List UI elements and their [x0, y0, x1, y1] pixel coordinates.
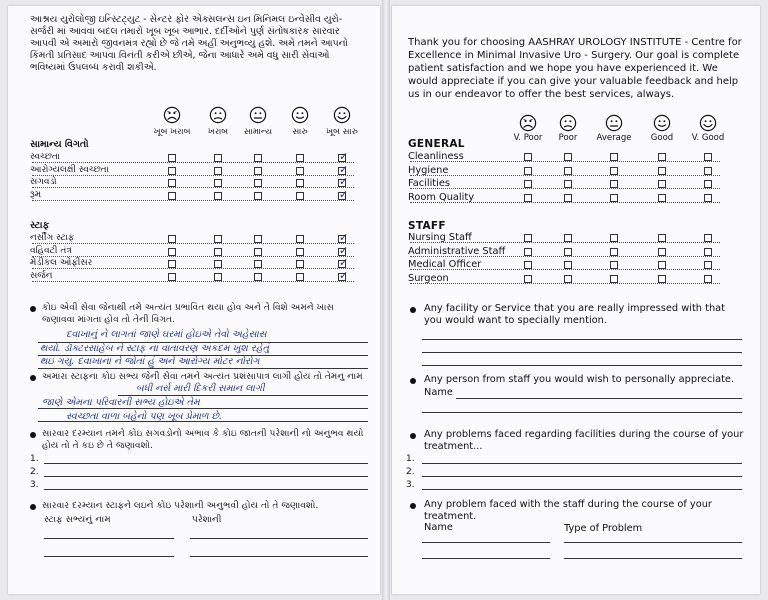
rating-checkbox[interactable]: [254, 273, 262, 281]
dotted-leader: [32, 187, 354, 188]
problem-number: 2.: [30, 467, 39, 477]
rating-checkbox[interactable]: [564, 234, 572, 242]
rating-checkbox[interactable]: [704, 180, 712, 188]
rating-label: ખૂબ સારુ: [326, 127, 358, 137]
rating-checkbox[interactable]: [214, 167, 222, 175]
problem-number: 2.: [406, 467, 415, 477]
rating-checkbox[interactable]: [296, 235, 304, 243]
gujarati-feedback-page: [8, 6, 380, 594]
sad-face-icon: [209, 106, 227, 124]
dotted-leader: [410, 256, 720, 257]
bullet-icon: [30, 306, 36, 312]
rating-checkbox[interactable]: [254, 167, 262, 175]
check-mark-icon: ✓: [339, 243, 349, 257]
check-mark-icon: ✓: [339, 256, 349, 269]
problem-number: 1.: [406, 454, 415, 464]
answer-line: [564, 542, 742, 543]
handwritten-answer-line-1: દવાખાનું ને લાગતાં જાણે ઘરમાં હોઇએ તેવો અહેસાસ: [66, 329, 267, 340]
rating-checkbox[interactable]: [168, 167, 176, 175]
happy-face-icon: [333, 106, 351, 124]
rating-row-label: Nursing Staff: [408, 232, 472, 243]
rating-checkbox[interactable]: [524, 194, 532, 202]
rating-checkbox[interactable]: [704, 167, 712, 175]
intro-text-english: Thank you for choosing AASHRAY UROLOGY INSTITUTE - Centre for Excellence in Minimal Invasive Uro - Surgery. Our goal is complete patient satisfaction and we hope you have experienced it. We would appreciate if you can give your valuable feedback and help us in our endeavor to offer the best services, always.: [408, 37, 742, 100]
dotted-leader: [410, 202, 720, 203]
rating-row-label: સ્વચ્છતા: [30, 152, 61, 162]
dotted-leader: [410, 269, 720, 270]
answer-line: [38, 368, 368, 369]
rating-checkbox[interactable]: [658, 261, 666, 269]
question-staff-problems: સારવાર દરમ્યાન સ્ટાફને લઇને કોઇ પરેશાની અનુભવી હોય તો તે જણાવશો.: [42, 500, 319, 511]
bullet-icon: [410, 378, 416, 384]
answer-line: [422, 352, 742, 353]
check-mark-icon: ✓: [339, 175, 349, 188]
rating-checkbox[interactable]: [658, 234, 666, 242]
rating-checkbox[interactable]: [610, 261, 618, 269]
rating-row-label: Room Quality: [408, 191, 475, 203]
rating-checkbox[interactable]: [338, 268, 349, 282]
rating-checkbox[interactable]: [338, 256, 349, 269]
answer-line: [422, 463, 742, 464]
rating-label: ખરાબ: [207, 127, 229, 137]
answer-line: [44, 556, 174, 557]
rating-checkbox[interactable]: [704, 234, 712, 242]
rating-checkbox[interactable]: [296, 248, 304, 256]
general-section-title: સામાન્ય વિગતો: [30, 139, 89, 150]
rating-checkbox[interactable]: [610, 194, 618, 202]
answer-line: [422, 365, 742, 366]
rating-checkbox[interactable]: [704, 275, 712, 283]
rating-row-label: મેડીકલ ઓફીસર: [30, 258, 93, 268]
smile-face-icon: [291, 106, 309, 124]
very-sad-face-icon: [519, 114, 537, 132]
rating-checkbox[interactable]: [296, 179, 304, 187]
rating-checkbox[interactable]: [338, 162, 349, 176]
rating-label: Average: [596, 133, 632, 143]
rating-checkbox[interactable]: [704, 248, 712, 256]
rating-checkbox[interactable]: [338, 187, 349, 201]
answer-line: [38, 408, 368, 409]
answer-line: [564, 558, 742, 559]
rating-checkbox[interactable]: [610, 234, 618, 242]
question-impressed-service: કોઇ એવી સેવા જેનાથી તમે અત્યંત પ્રભાવિત થયા હોવ અને તે વિશે અમને ખાસ જણાવવા માંગતા હોવ તો તેની વિગત.: [42, 302, 334, 325]
rating-checkbox[interactable]: [168, 235, 176, 243]
rating-checkbox[interactable]: [564, 153, 572, 161]
rating-checkbox[interactable]: [658, 194, 666, 202]
booklet-fold: [382, 0, 390, 600]
rating-checkbox[interactable]: [214, 192, 222, 200]
handwritten-staff-answer-2: જાણે એમના પરિવારની સભ્ય હોઇએ તેમ: [42, 397, 200, 408]
rating-checkbox[interactable]: [524, 248, 532, 256]
rating-checkbox[interactable]: [524, 180, 532, 188]
rating-checkbox[interactable]: [214, 235, 222, 243]
rating-checkbox[interactable]: [214, 248, 222, 256]
rating-checkbox[interactable]: [338, 150, 349, 163]
rating-checkbox[interactable]: [214, 273, 222, 281]
rating-row-label: સર્જન: [30, 270, 53, 281]
rating-checkbox[interactable]: [296, 260, 304, 268]
answer-line: [422, 412, 742, 413]
rating-row-label: Facilities: [408, 178, 450, 189]
rating-label: Poor: [558, 133, 578, 143]
rating-checkbox[interactable]: [658, 275, 666, 283]
answer-line: [422, 558, 550, 559]
rating-checkbox[interactable]: [564, 167, 572, 175]
rating-checkbox[interactable]: [254, 179, 262, 187]
answer-line: [44, 538, 174, 539]
very-sad-face-icon: [163, 106, 181, 124]
rating-checkbox[interactable]: [254, 248, 262, 256]
bullet-icon: [30, 432, 36, 438]
rating-checkbox[interactable]: [168, 179, 176, 187]
rating-row-label: નર્સીંગ સ્ટાફ: [30, 233, 75, 243]
rating-row-label: વહિવટી તંત્ર: [30, 245, 72, 256]
rating-checkbox[interactable]: [338, 231, 349, 244]
staff-section-title: સ્ટાફ: [30, 220, 50, 231]
dotted-leader: [32, 243, 354, 244]
question-impressed-service: Any facility or Service that you are really impressed with that you would want to specially mention.: [424, 303, 726, 326]
rating-label: ખૂબ ખરાબ: [153, 127, 191, 137]
answer-line: [422, 542, 550, 543]
column-name: Name: [424, 522, 453, 533]
bullet-icon: [30, 375, 36, 381]
rating-checkbox[interactable]: [564, 275, 572, 283]
question-facility-problems: Any problems faced regarding facilities during the course of your treatment...: [424, 429, 744, 452]
rating-checkbox[interactable]: [254, 192, 262, 200]
rating-row-label: Administrative Staff: [408, 245, 506, 257]
rating-checkbox[interactable]: [168, 192, 176, 200]
bullet-icon: [30, 504, 36, 510]
answer-line: [44, 463, 368, 464]
question-appreciate-staff: અમારા સ્ટાફના કોઇ સભ્ય જેની સેવા તમને અત્યંત પ્રશંસાપાત્ર લાગી હોય તો તેમનુ નામ: [42, 371, 363, 382]
check-mark-icon: ✓: [339, 231, 349, 244]
handwritten-staff-answer-3: સ્વચ્છતા વાળા બહેનો પણ ખૂબ પ્રેમાળ છે.: [66, 411, 223, 422]
column-staff-name: સ્ટાફ સભ્યનું નામ: [44, 514, 111, 525]
dotted-leader: [32, 162, 354, 163]
rating-checkbox[interactable]: [338, 175, 349, 188]
answer-line: [44, 489, 368, 490]
rating-checkbox[interactable]: [296, 192, 304, 200]
answer-line: [44, 476, 368, 477]
rating-row-label: રૂમ: [30, 189, 42, 200]
dotted-leader: [410, 188, 720, 189]
rating-checkbox[interactable]: [564, 248, 572, 256]
dotted-leader: [410, 175, 720, 176]
rating-checkbox[interactable]: [658, 248, 666, 256]
check-mark-icon: ✓: [339, 150, 349, 163]
staff-section-title: STAFF: [408, 220, 446, 232]
dotted-leader: [410, 283, 720, 284]
rating-label: સામાન્ય: [243, 127, 273, 137]
column-problem: પરેશાની: [192, 514, 222, 525]
question-staff-problems: Any problem faced with the staff during the course of your treatment.: [424, 499, 712, 522]
rating-checkbox[interactable]: [658, 153, 666, 161]
rating-checkbox[interactable]: [296, 273, 304, 281]
rating-checkbox[interactable]: [658, 167, 666, 175]
rating-checkbox[interactable]: [524, 234, 532, 242]
check-mark-icon: ✓: [339, 187, 349, 201]
rating-label: Good: [650, 133, 674, 143]
answer-line: [422, 489, 742, 490]
rating-checkbox[interactable]: [704, 261, 712, 269]
rating-checkbox[interactable]: [168, 273, 176, 281]
sad-face-icon: [559, 114, 577, 132]
rating-checkbox[interactable]: [254, 154, 262, 162]
bullet-icon: [410, 503, 416, 509]
rating-checkbox[interactable]: [704, 194, 712, 202]
dotted-leader: [32, 200, 354, 201]
rating-checkbox[interactable]: [564, 194, 572, 202]
rating-row-label: Medical Officer: [408, 259, 482, 270]
check-mark-icon: ✓: [339, 162, 349, 176]
handwritten-answer-line-2: થયો. ડૉક્ટરસાહેબ ને સ્ટાફ ના વાતાવરણ અકદમ ખુશ રહેતું: [40, 343, 270, 354]
handwritten-answer-line-3: થઇ ગયુ. દવાખાના ને જોતાં હું અને આરોગ્ય મોટર નોરોગ: [40, 356, 260, 367]
rating-checkbox[interactable]: [214, 154, 222, 162]
happy-face-icon: [699, 114, 717, 132]
rating-checkbox[interactable]: [168, 248, 176, 256]
intro-text-gujarati: આશ્રય યુરોલોજી ઇન્સ્ટિટ્યુટ - સેન્ટર ફોર એક્સલન્સ ઇન મિનિમલ ઇન્વેસીવ યુરો-સર્જરી માં આવવા બદલ તમારો ખૂબ ખૂબ આભાર. દર્દીઓને પુર્ણ સંતોષકારક સારવાર આપવી એ અમારો જીવનમંત્ર રહ્યો છે જે તમે અહીં અનુભવ્યુ હશે. અમે તમને આપનો કિંમતી પ્રતિસાદ આપવા વિનંતી કરીએ છીએ, જેના આધારે અમે વધુ સારી સેવાઓ ભવિષ્યમાં ઉપલબ્ધ કરાવી શકીએ.: [30, 14, 348, 73]
problem-number: 1.: [30, 454, 39, 464]
rating-row-label: આરોગ્યલક્ષી સ્વચ્છતા: [30, 164, 109, 175]
general-section-title: GENERAL: [408, 138, 465, 150]
neutral-face-icon: [605, 114, 623, 132]
rating-checkbox[interactable]: [610, 167, 618, 175]
answer-line: [190, 556, 368, 557]
check-mark-icon: ✓: [339, 268, 349, 282]
rating-checkbox[interactable]: [296, 167, 304, 175]
rating-checkbox[interactable]: [610, 275, 618, 283]
rating-label: V. Good: [691, 133, 725, 143]
dotted-leader: [410, 161, 720, 162]
rating-checkbox[interactable]: [254, 260, 262, 268]
dotted-leader: [32, 268, 354, 269]
rating-checkbox[interactable]: [610, 180, 618, 188]
rating-row-label: Surgeon: [408, 272, 449, 284]
rating-checkbox[interactable]: [564, 261, 572, 269]
answer-line: [118, 395, 368, 396]
rating-checkbox[interactable]: [658, 180, 666, 188]
neutral-face-icon: [249, 106, 267, 124]
rating-checkbox[interactable]: [214, 260, 222, 268]
rating-checkbox[interactable]: [524, 275, 532, 283]
answer-line: [422, 339, 742, 340]
english-feedback-page: [392, 6, 760, 594]
question-appreciate-staff: Any person from staff you would wish to personally appreciate.: [424, 374, 735, 385]
rating-checkbox[interactable]: [296, 154, 304, 162]
rating-checkbox[interactable]: [524, 261, 532, 269]
dotted-leader: [32, 175, 354, 176]
answer-line: [190, 538, 368, 539]
rating-checkbox[interactable]: [168, 154, 176, 162]
rating-checkbox[interactable]: [254, 235, 262, 243]
column-type-of-problem: Type of Problem: [564, 523, 643, 534]
rating-checkbox[interactable]: [610, 153, 618, 161]
dotted-leader: [32, 281, 354, 282]
rating-row-label: સગવડો: [30, 177, 57, 187]
rating-checkbox[interactable]: [338, 243, 349, 257]
rating-row-label: Cleanliness: [408, 151, 464, 162]
answer-line: [456, 398, 742, 399]
handwritten-staff-answer-1: બધી નર્સ મારી દિકરી સમાન લાગી: [136, 383, 265, 394]
rating-checkbox[interactable]: [610, 248, 618, 256]
bullet-icon: [410, 307, 416, 313]
answer-line: [422, 476, 742, 477]
rating-checkbox[interactable]: [564, 180, 572, 188]
dotted-leader: [410, 242, 720, 243]
rating-checkbox[interactable]: [214, 179, 222, 187]
problem-number: 3.: [30, 480, 39, 490]
bullet-icon: [410, 433, 416, 439]
rating-checkbox[interactable]: [524, 167, 532, 175]
smile-face-icon: [653, 114, 671, 132]
problem-number: 3.: [406, 480, 415, 490]
question-facility-problems: સારવાર દરમ્યાન તમને કોઇ સગવડોનો અભાવ કે કોઇ જાતની પરેશાની નો અનુભવ થયો હોય તો તે કઇ છે તે જણાવશો.: [42, 428, 364, 451]
rating-checkbox[interactable]: [704, 153, 712, 161]
rating-label: સારુ: [292, 127, 308, 137]
rating-label: V. Poor: [513, 133, 543, 143]
rating-checkbox[interactable]: [524, 153, 532, 161]
rating-row-label: Hygiene: [408, 164, 449, 176]
rating-checkbox[interactable]: [168, 260, 176, 268]
dotted-leader: [32, 256, 354, 257]
staff-name-label: Name: [424, 387, 453, 398]
